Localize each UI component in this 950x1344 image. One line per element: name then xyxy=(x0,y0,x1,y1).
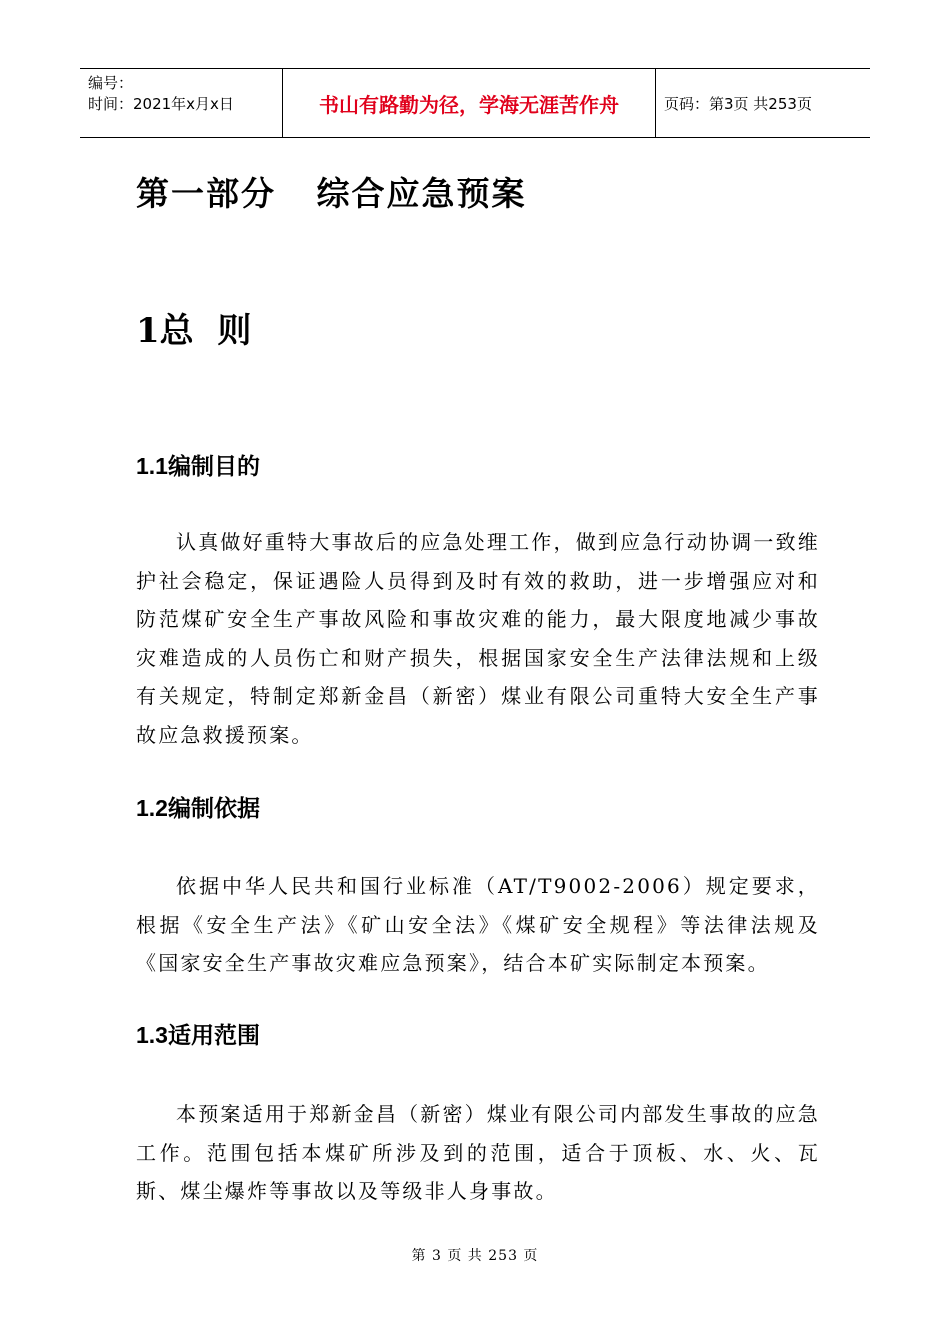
section-heading: 1.2编制依据 xyxy=(136,795,260,821)
page-footer: 第 3 页 共 253 页 xyxy=(411,1248,539,1264)
section-heading: 1.1编制目的 xyxy=(136,453,260,479)
header-motto: 书山有路勤为径，学海无涯苦作舟 xyxy=(282,69,656,137)
section-paragraph: 本预案适用于郑新金昌（新密）煤业有限公司内部发生事故的应急工作。范围包括本煤矿所涉及到的范围，适合于顶板、水、火、瓦斯、煤尘爆炸等事故以及等级非人身事故。 xyxy=(136,1102,820,1203)
document-number-label: 编号： xyxy=(88,74,134,92)
section-heading: 1.3适用范围 xyxy=(136,1022,260,1048)
chapter-title: 1总 则 xyxy=(136,311,252,351)
header-page-info: 页码：第3页 共253页 xyxy=(664,94,812,113)
section-paragraph: 认真做好重特大事故后的应急处理工作，做到应急行动协调一致维护社会稳定，保证遇险人员得到及时有效的救助，进一步增强应对和防范煤矿安全生产事故风险和事故灾难的能力，最大限度地减少事故灾难造成的人员伤亡和财产损失，根据国家安全生产法律法规和上级有关规定，特制定郑新金昌（新密）煤业有限公司重特大安全生产事故应急救援预案。 xyxy=(136,530,820,747)
section-paragraph: 依据中华人民共和国行业标准（AT/T9002-2006）规定要求，根据《安全生产法》《矿山安全法》《煤矿安全规程》等法律法规及《国家安全生产事故灾难应急预案》，结合本矿实际制定本预案。 xyxy=(136,874,820,975)
header-meta xyxy=(80,69,282,137)
page-header xyxy=(80,68,870,138)
document-date: 时间：2021年x月x日 xyxy=(88,95,234,113)
part-title: 第一部分 综合应急预案 xyxy=(136,174,527,213)
